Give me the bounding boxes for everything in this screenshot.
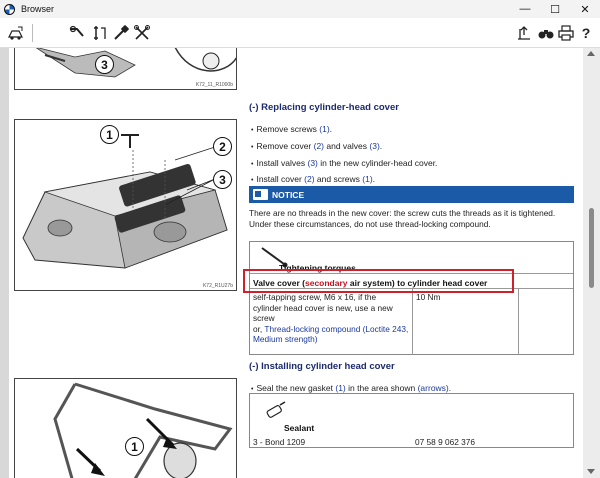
toolbar-separator bbox=[32, 24, 33, 42]
maximize-button[interactable]: ☐ bbox=[550, 3, 560, 16]
sealant-name: 3 - Bond 1209 bbox=[253, 437, 306, 447]
print-icon[interactable] bbox=[556, 23, 576, 43]
callout-2: 2 bbox=[213, 137, 232, 156]
ref-link[interactable]: (1) bbox=[335, 383, 346, 393]
ref-link[interactable]: (3) bbox=[369, 141, 380, 151]
content-frame bbox=[0, 48, 600, 478]
cylinder-head-cover-figure bbox=[14, 119, 237, 291]
engine-top-figure bbox=[14, 48, 237, 90]
arrows-link[interactable]: (arrows) bbox=[417, 383, 449, 393]
car-search-icon[interactable] bbox=[6, 23, 26, 43]
minimize-button[interactable]: — bbox=[519, 3, 531, 15]
wrench-icon[interactable] bbox=[68, 23, 88, 43]
figure-callout: 3 bbox=[95, 55, 114, 74]
section-heading-replacing: (-) Replacing cylinder-head cover bbox=[249, 102, 399, 113]
torque-value: 10 Nm bbox=[416, 292, 441, 302]
ref-link[interactable]: (2) bbox=[313, 141, 325, 151]
export-icon[interactable] bbox=[514, 23, 534, 43]
step-remove-screws: • Remove screws (1). bbox=[251, 124, 333, 134]
figure-code: K72_11_R1000b bbox=[195, 82, 233, 88]
torque-icon[interactable] bbox=[90, 23, 110, 43]
ref-link[interactable]: (3) bbox=[307, 158, 318, 168]
notice-text: There are no threads in the new cover: the screw cuts the threads as it is tightened. Under these circumstances, do not use thread-locking compound. bbox=[249, 208, 556, 229]
sealant-table bbox=[249, 393, 574, 448]
vertical-scrollbar[interactable] bbox=[583, 48, 600, 478]
highlight-annotation bbox=[243, 269, 514, 293]
close-button[interactable]: ✕ bbox=[580, 3, 590, 16]
torque-row-label: Valve cover (secondary air system) to cylinder head cover bbox=[253, 278, 488, 288]
help-icon[interactable] bbox=[576, 23, 596, 43]
scroll-up-arrow-icon[interactable] bbox=[587, 51, 595, 56]
torque-title: Tightening torques bbox=[279, 263, 356, 273]
browser-app-icon bbox=[4, 4, 15, 15]
ref-link[interactable]: (1) bbox=[362, 174, 373, 184]
sealant-title: Sealant bbox=[284, 423, 315, 433]
gasket-figure bbox=[14, 378, 237, 478]
sealant-tube-icon bbox=[264, 400, 288, 422]
sealant-part-number: 07 58 9 062 376 bbox=[415, 437, 475, 447]
window-title: Browser bbox=[21, 4, 55, 14]
torque-description: self-tapping screw, M6 x 16, if the cylinder head cover is new, use a new screw or, Thread-locking compound (Loctite 243, Medium strength) bbox=[253, 292, 409, 344]
find-icon[interactable] bbox=[536, 23, 556, 43]
notice-banner bbox=[249, 186, 574, 203]
scrollbar-thumb[interactable] bbox=[589, 208, 594, 288]
svg-text:?: ? bbox=[581, 25, 591, 41]
document-page bbox=[9, 48, 583, 478]
section-heading-installing: (-) Installing cylinder head cover bbox=[249, 361, 395, 372]
spanner-cross-icon[interactable] bbox=[132, 23, 152, 43]
window-controls bbox=[510, 0, 600, 18]
ref-link[interactable]: (2) bbox=[304, 174, 315, 184]
gasket-callout: 1 bbox=[125, 437, 144, 456]
step-seal-gasket: • Seal the new gasket (1) in the area shown (arrows). bbox=[251, 383, 452, 393]
ref-link[interactable]: (1) bbox=[319, 124, 330, 134]
loctite-link[interactable]: Thread-locking compound (Loctite 243, Medium strength) bbox=[253, 323, 409, 344]
notice-icon bbox=[253, 189, 268, 200]
callout-3: 3 bbox=[213, 170, 232, 189]
step-remove-cover: • Remove cover (2) and valves (3). bbox=[251, 141, 383, 151]
title-bar bbox=[0, 0, 600, 18]
notice-label: NOTICE bbox=[272, 189, 305, 200]
figure-code: K72_R1U27b bbox=[202, 283, 233, 289]
tool-icon[interactable] bbox=[111, 23, 131, 43]
toolbar bbox=[0, 18, 600, 48]
secondary-text: secondary bbox=[304, 278, 348, 288]
scroll-down-arrow-icon[interactable] bbox=[587, 469, 595, 474]
step-install-cover: • Install cover (2) and screws (1). bbox=[251, 174, 376, 184]
callout-1: 1 bbox=[100, 125, 119, 144]
torque-table bbox=[249, 241, 574, 355]
step-install-valves: • Install valves (3) in the new cylinder-head cover. bbox=[251, 158, 438, 168]
